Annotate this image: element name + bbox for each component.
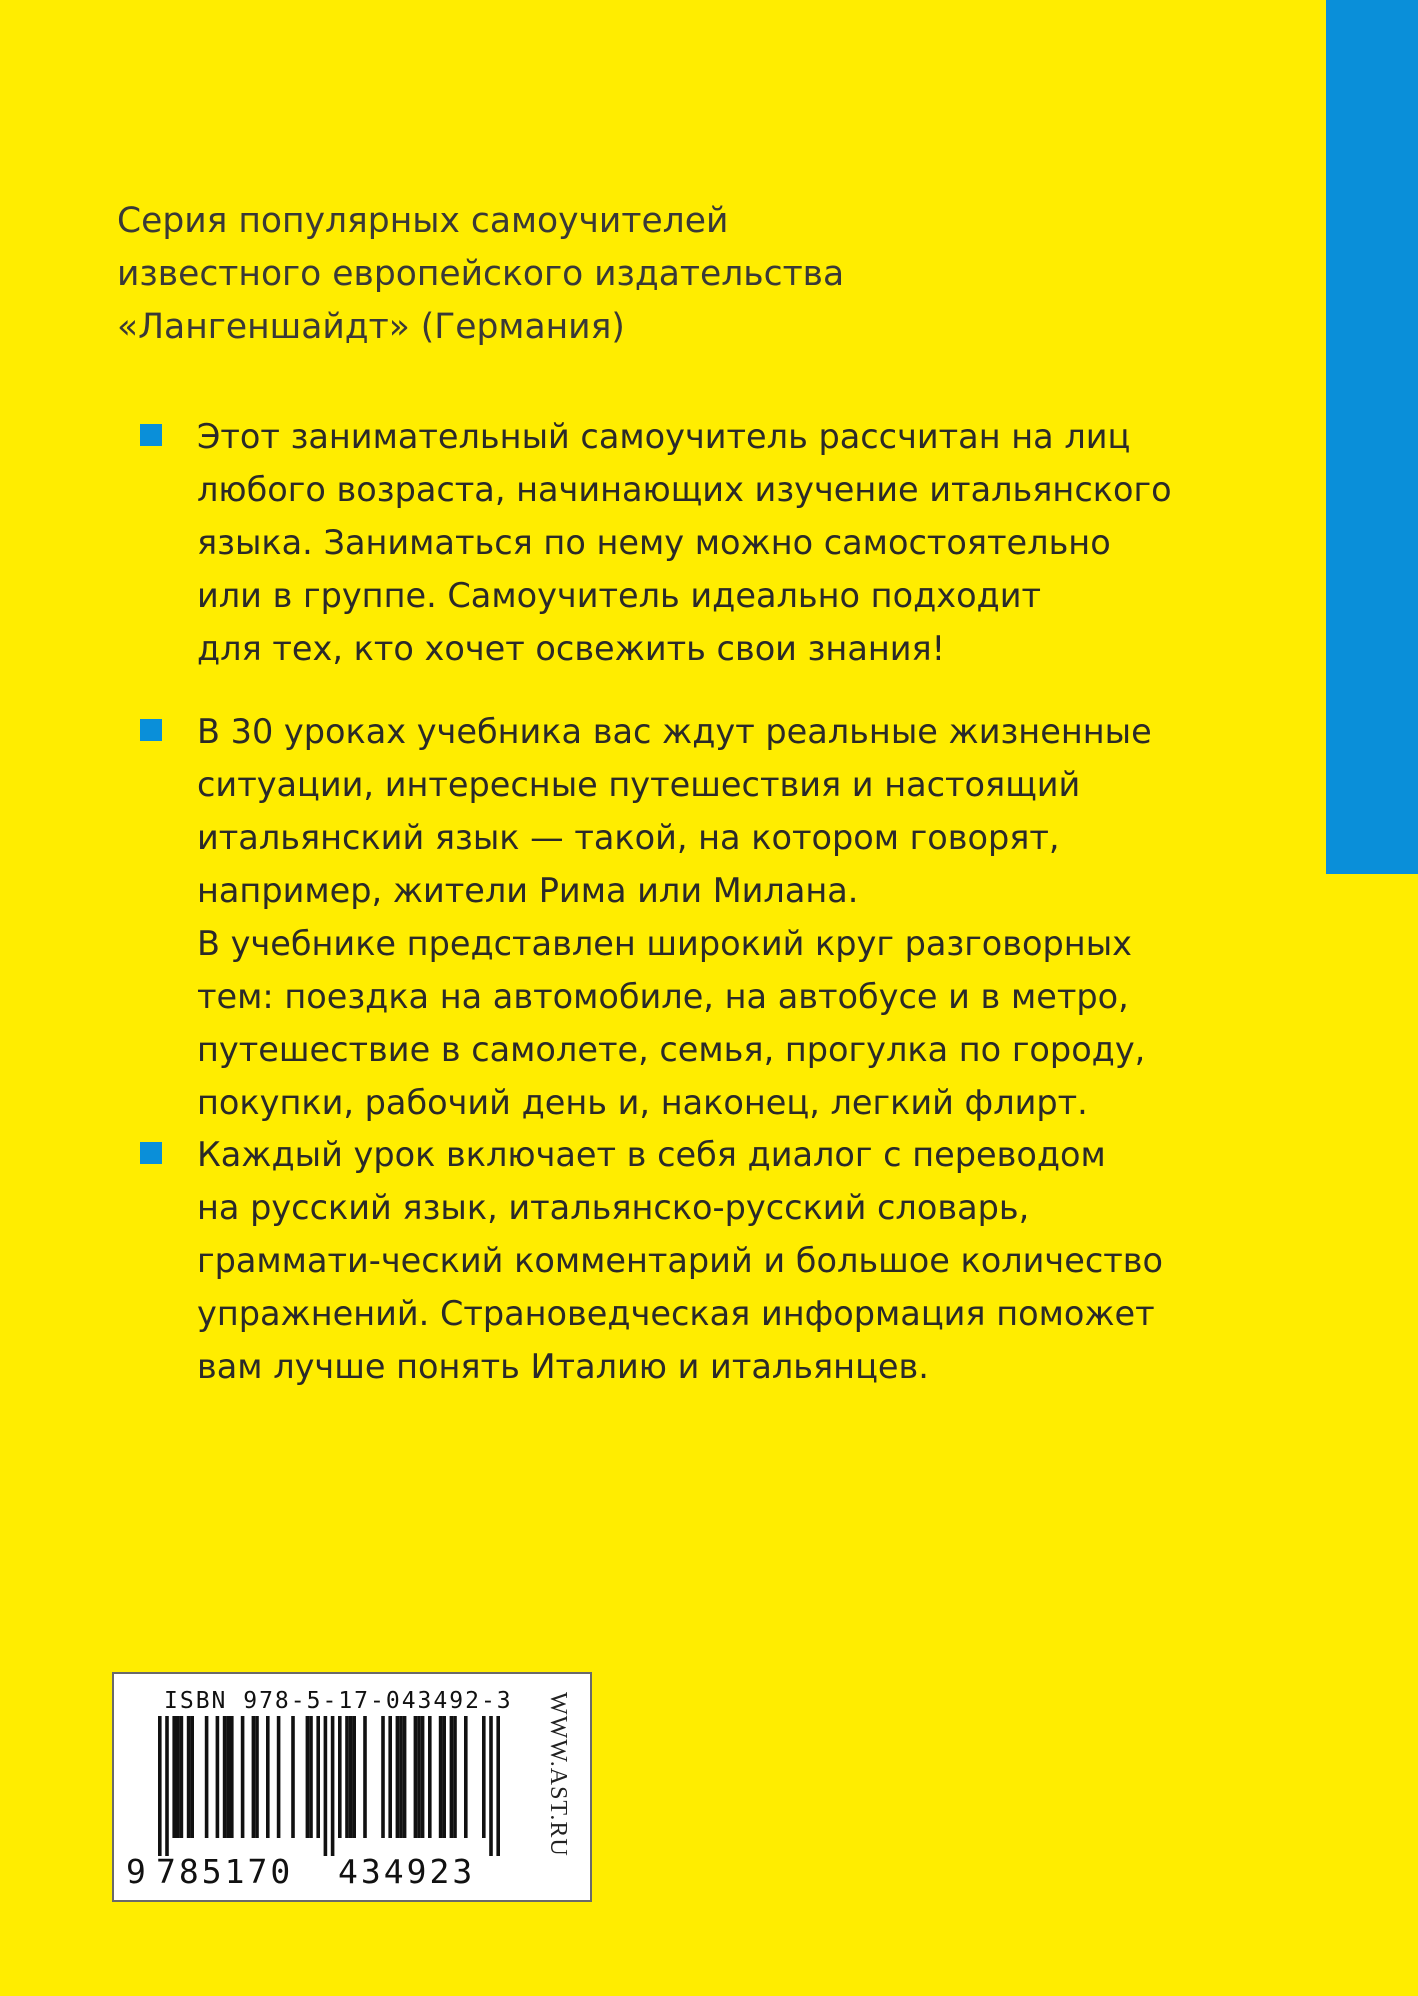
barcode-bar (172, 1716, 176, 1838)
barcode-bar (439, 1716, 443, 1838)
barcode-bar (464, 1716, 468, 1838)
barcode-bar (352, 1716, 356, 1838)
square-bullet-icon (140, 1142, 162, 1164)
publisher-url: WWW.AST.RU (545, 1692, 571, 1857)
paragraph-line: тем: поездка на автомобиле, на автобусе и в метро, (197, 977, 1129, 1016)
paragraph-line: ситуации, интересные путешествия и настоящий (197, 765, 1081, 804)
series-line: «Лангеншайдт» (Германия) (117, 307, 625, 347)
barcode-right-digits: 434923 (338, 1852, 476, 1891)
paragraph-line: языка. Заниматься по нему можно самостоятельно (197, 523, 1111, 562)
barcode-bar (180, 1716, 184, 1838)
barcode-first-digit: 9 (126, 1852, 146, 1891)
barcode-bar (316, 1716, 320, 1838)
barcode-bar (241, 1716, 245, 1838)
square-bullet-icon (140, 424, 162, 446)
paragraph-lessons (197, 705, 1237, 1129)
barcode-bar (442, 1716, 446, 1838)
paragraph-line: например, жители Рима или Милана. (197, 871, 859, 910)
series-description (117, 195, 1177, 354)
barcode-bar (403, 1716, 407, 1838)
barcode-bar (338, 1716, 342, 1838)
barcode-bar (482, 1716, 486, 1838)
barcode-bar (331, 1716, 335, 1856)
paragraph-line: В 30 уроках учебника вас ждут реальные жизненные (197, 712, 1152, 751)
barcode-bar (349, 1716, 353, 1838)
barcode-bar (190, 1716, 194, 1838)
barcode-bar (496, 1716, 500, 1856)
barcode-bar (205, 1716, 209, 1838)
barcode-bar (158, 1716, 162, 1856)
barcode-bar (216, 1716, 220, 1838)
paragraph-line: граммати-ческий комментарий и большое количество (197, 1241, 1164, 1280)
barcode-bar (450, 1716, 454, 1838)
isbn-number: ISBN 978-5-17-043492-3 (164, 1688, 513, 1714)
barcode-bar (291, 1716, 295, 1838)
barcode-bar (230, 1716, 234, 1838)
barcode-bar (381, 1716, 385, 1838)
barcode-bar (421, 1716, 425, 1838)
paragraph-line: упражнений. Страноведческая информация поможет (197, 1294, 1155, 1333)
barcode-bar (489, 1716, 493, 1856)
square-bullet-icon (140, 719, 162, 741)
barcode-bar (266, 1716, 270, 1838)
barcode-bar (399, 1716, 403, 1838)
paragraph-line: для тех, кто хочет освежить свои знания! (197, 629, 946, 668)
isbn-barcode-box (112, 1672, 592, 1902)
barcode-bar (277, 1716, 281, 1838)
paragraph-line: любого возраста, начинающих изучение итальянского (197, 470, 1172, 509)
barcode-bar (223, 1716, 227, 1838)
paragraph-audience (197, 410, 1237, 675)
barcode-bar (309, 1716, 313, 1838)
blue-spine-band (1326, 0, 1418, 874)
barcode-bar (252, 1716, 256, 1838)
barcode-bar (324, 1716, 328, 1856)
barcode-bar (226, 1716, 230, 1838)
barcode-bar (363, 1716, 367, 1838)
barcode-bar (187, 1716, 191, 1838)
barcode-bar (165, 1716, 169, 1856)
paragraph-line: покупки, рабочий день и, наконец, легкий флирт. (197, 1083, 1088, 1122)
paragraph-line: Этот занимательный самоучитель рассчитан на лиц (197, 417, 1131, 456)
barcode-bar (306, 1716, 310, 1838)
barcode-bar (396, 1716, 400, 1838)
barcode-bar (428, 1716, 432, 1838)
barcode-bar (453, 1716, 457, 1838)
paragraph-line: или в группе. Самоучитель идеально подходит (197, 576, 1042, 615)
barcode-bar (345, 1716, 349, 1838)
barcode-left-digits: 785170 (156, 1852, 294, 1891)
paragraph-line: Каждый урок включает в себя диалог с переводом (197, 1135, 1106, 1174)
paragraph-contents (197, 1128, 1237, 1393)
barcode-bar (388, 1716, 392, 1838)
series-line: известного европейского издательства (117, 254, 845, 294)
series-line: Серия популярных самоучителей (117, 201, 729, 241)
barcode-icon (128, 1716, 528, 1866)
paragraph-line: путешествие в самолете, семья, прогулка по городу, (197, 1030, 1146, 1069)
barcode-bar (414, 1716, 418, 1838)
paragraph-line: итальянский язык — такой, на котором говорят, (197, 818, 1060, 857)
paragraph-line: на русский язык, итальянско-русский словарь, (197, 1188, 1030, 1227)
barcode-bar (176, 1716, 180, 1838)
paragraph-line: вам лучше понять Италию и итальянцев. (197, 1347, 929, 1386)
barcode-bar (255, 1716, 259, 1838)
barcode-bar (417, 1716, 421, 1838)
paragraph-line: В учебнике представлен широкий круг разговорных (197, 924, 1132, 963)
